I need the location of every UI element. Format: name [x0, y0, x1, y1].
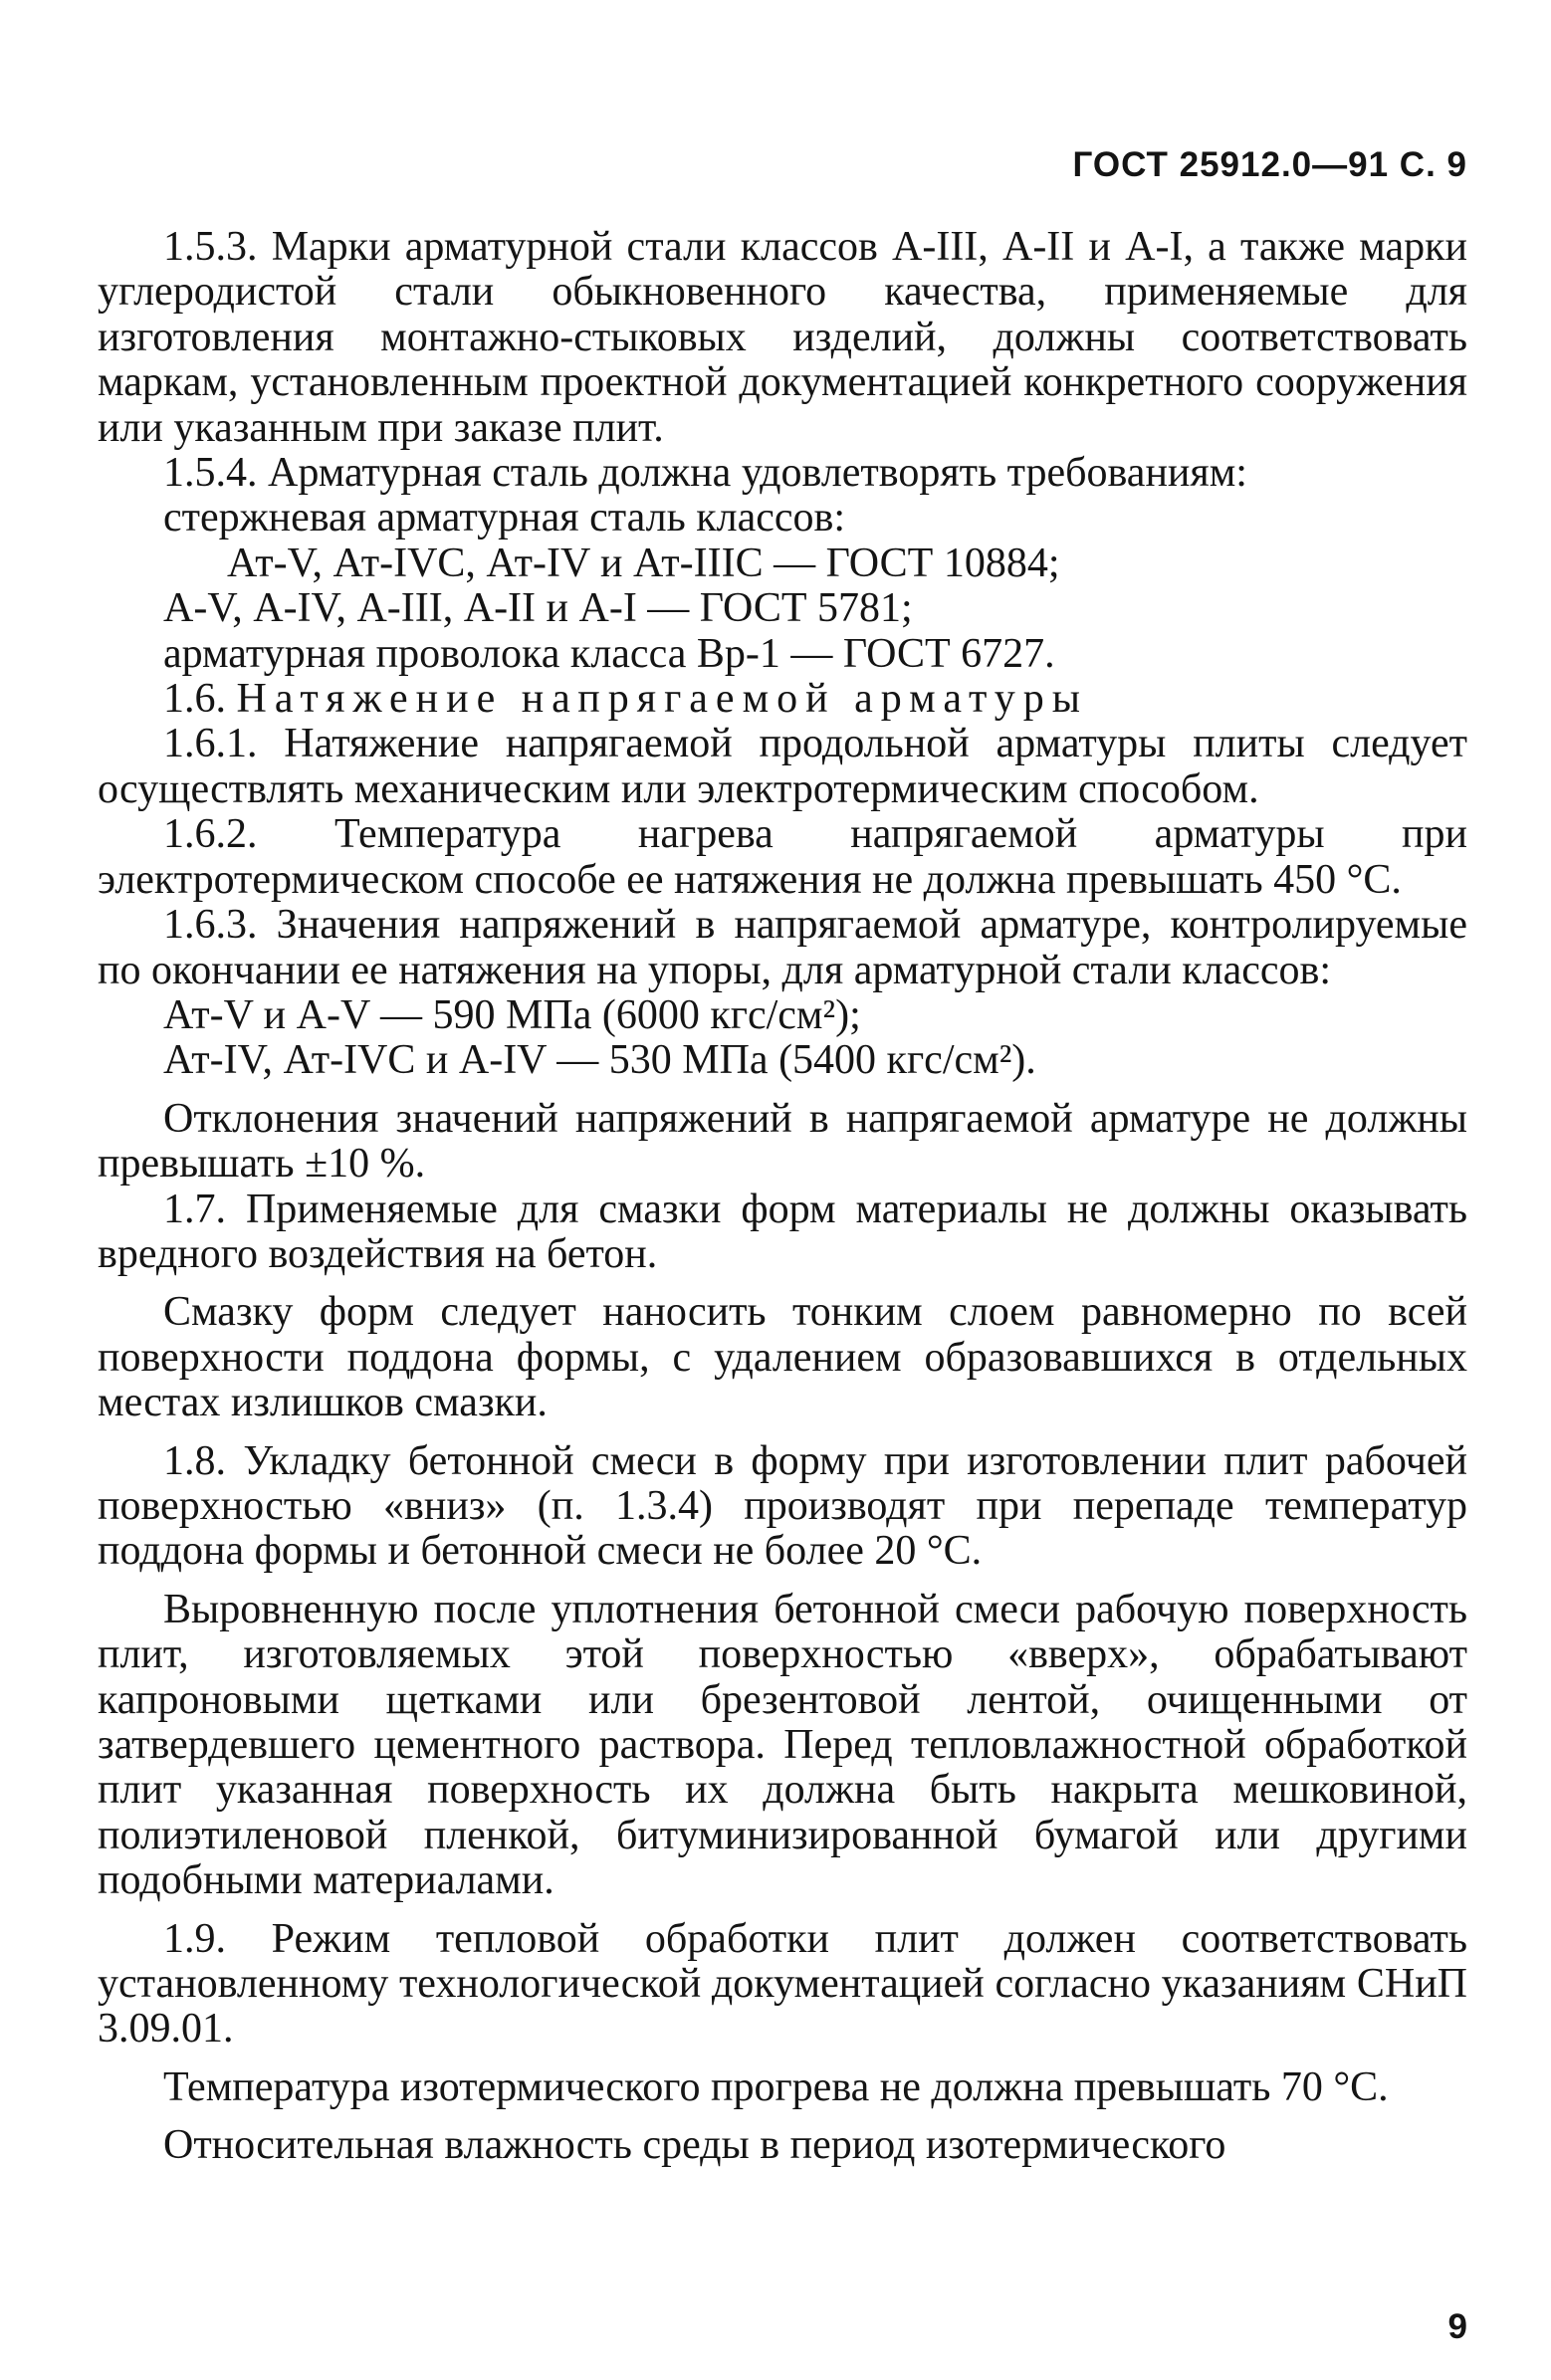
paragraph-1-5-3: 1.5.3. Марки арматурной стали классов А-III, А-II и А-I, а также марки углеродистой стали обыкновенного качества, применяемые для изготовления монтажно-стыковых изделий, должны соответствовать маркам, установленным проектной документацией конкретного сооружения или указанным при заказе плит.	[98, 224, 1467, 451]
page-number: 9	[1447, 2307, 1467, 2346]
paragraph-1-6-2: 1.6.2. Температура нагрева напрягаемой арматуры при электротермическом способе ее натяжения не должна превышать 450 °С.	[98, 811, 1467, 903]
list-item: арматурная проволока класса Вр-1 — ГОСТ 6727.	[163, 630, 1055, 677]
paragraph-1-6-3: 1.6.3. Значения напряжений в напрягаемой арматуре, контролируемые по окончании ее натяжения на упоры, для арматурной стали классов:	[98, 902, 1467, 993]
paragraph: Выровненную после уплотнения бетонной смеси рабочую поверхность плит, изготовляемых этой поверхностью «вверх», обрабатывают капроновыми щетками или брезентовой лентой, очищенными от затвердевшего цементного раствора. Перед тепловлажностной обработкой плит указанная поверхность их должна быть накрыта мешковиной, полиэтиленовой пленкой, битуминизированной бумагой или другими подобными материалами.	[98, 1586, 1467, 1904]
paragraph: Относительная влажность среды в период изотермического	[163, 2122, 1226, 2169]
page-header: ГОСТ 25912.0—91 С. 9	[1072, 145, 1467, 184]
list-item: Ат-V, Ат-IVC, Ат-IV и Ат-IIIC — ГОСТ 10884;	[227, 540, 1060, 586]
paragraph-1-5-4: 1.5.4. Арматурная сталь должна удовлетворять требованиям:	[163, 450, 1247, 497]
list-item: стержневая арматурная сталь классов:	[163, 495, 846, 541]
paragraph-1-7: 1.7. Применяемые для смазки форм материалы не должны оказывать вредного воздействия на бетон.	[98, 1186, 1467, 1277]
paragraph-1-8: 1.8. Укладку бетонной смеси в форму при изготовлении плит рабочей поверхностью «вниз» (п. 1.3.4) производят при перепаде температур поддона формы и бетонной смеси не более 20 °С.	[98, 1437, 1467, 1575]
paragraph-1-9: 1.9. Режим тепловой обработки плит должен соответствовать установленному технологической документацией согласно указаниям СНиП 3.09.01.	[98, 1915, 1467, 2053]
list-item: Ат-IV, Ат-IVC и А-IV — 530 МПа (5400 кгс/см²).	[163, 1037, 1036, 1084]
document-page	[98, 0, 1467, 2380]
paragraph-1-6-1: 1.6.1. Натяжение напрягаемой продольной арматуры плиты следует осуществлять механическим или электротермическим способом.	[98, 721, 1467, 812]
paragraph: Температура изотермического прогрева не должна превышать 70 °С.	[163, 2063, 1389, 2110]
list-item: Ат-V и А-V — 590 МПа (6000 кгс/см²);	[163, 991, 861, 1038]
paragraph: Отклонения значений напряжений в напрягаемой арматуре не должны превышать ±10 %.	[98, 1095, 1467, 1188]
document-body	[98, 225, 1467, 2169]
section-title: Натяжение напрягаемой арматуры	[236, 676, 1089, 723]
section-heading-1-6	[98, 677, 1467, 722]
paragraph: Смазку форм следует наносить тонким слоем равномерно по всей поверхности поддона формы, с удалением образовавшихся в отдельных местах излишков смазки.	[98, 1289, 1467, 1426]
section-number: 1.6.	[163, 676, 226, 723]
list-item: А-V, А-IV, А-III, А-II и А-I — ГОСТ 5781;	[163, 585, 913, 632]
